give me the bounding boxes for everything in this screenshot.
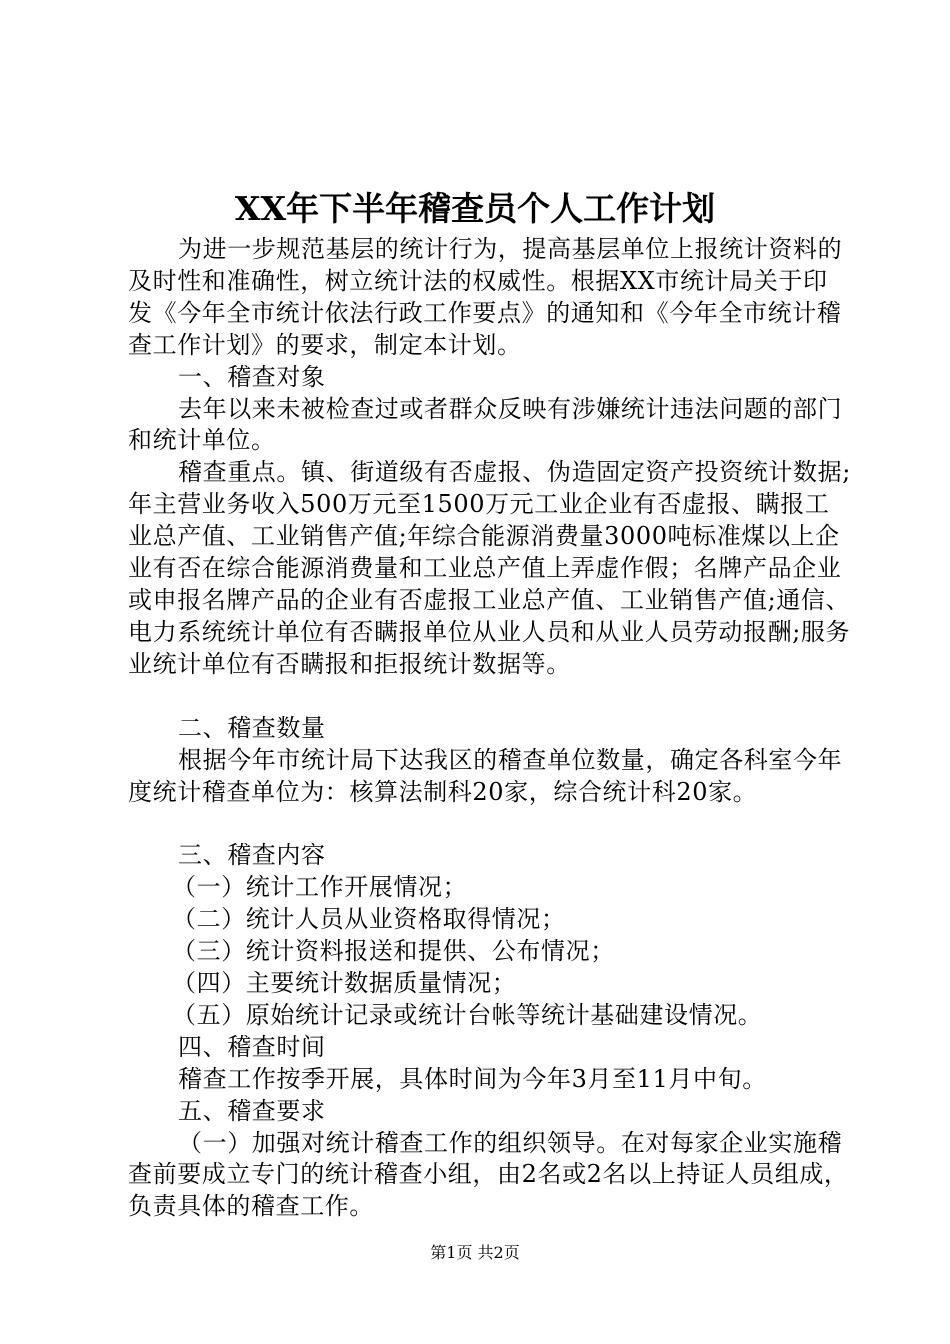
section-5-paragraph: （一）加强对统计稽查工作的组织领导。在对每家企业实施稽查前要成立专门的统计稽查小组，由2名或2名以上持证人员组成，负责具体的稽查工作。 <box>128 1128 849 1221</box>
section-1-paragraph-2: 稽查重点。镇、街道级有否虚报、伪造固定资产投资统计数据;年主营业务收入500万元至1500万元工业企业有否虚报、瞒报工业总产值、工业销售产值;年综合能源消费量3000吨标准煤以上企业有否在综合能源消费量和工业总产值上弄虚作假；名牌产品企业或申报名牌产品的企业有否虚报工业总产值、工业销售产值;通信、电力系统统计单位有否瞒报单位从业人员和从业人员劳动报酬;服务业统计单位有否瞒报和拒报统计数据等。 <box>128 458 851 678</box>
section-5-heading: 五、稽查要求 <box>178 1096 326 1125</box>
document-title: XX年下半年稽查员个人工作计划 <box>234 189 716 228</box>
intro-paragraph: 为进一步规范基层的统计行为，提高基层单位上报统计资料的及时性和准确性，树立统计法的权威性。根据XX市统计局关于印发《今年全市统计依法行政工作要点》的通知和《今年全市统计稽查工作计划》的要求，制定本计划。 <box>128 235 843 359</box>
section-3-item-4: （四）主要统计数据质量情况； <box>172 969 517 998</box>
section-3-item-3: （三）统计资料报送和提供、公布情况； <box>172 937 615 966</box>
section-3-item-5: （五）原始统计记录或统计台帐等统计基础建设情况。 <box>172 1000 763 1029</box>
document-body <box>128 234 852 1223</box>
section-3-heading: 三、稽查内容 <box>178 841 326 870</box>
section-3-item-2: （二）统计人员从业资格取得情况； <box>172 905 566 934</box>
section-2-paragraph: 根据今年市统计局下达我区的稽查单位数量，确定各科室今年度统计稽查单位为：核算法制科20家，综合统计科20家。 <box>128 745 843 806</box>
section-3-item-1: （一）统计工作开展情况； <box>172 873 468 902</box>
section-4-paragraph: 稽查工作按季开展，具体时间为今年3月至11月中旬。 <box>178 1064 767 1093</box>
section-4-heading: 四、稽查时间 <box>178 1032 326 1061</box>
section-1-paragraph-1: 去年以来未被检查过或者群众反映有涉嫌统计违法问题的部门和统计单位。 <box>128 394 843 455</box>
section-2-heading: 二、稽查数量 <box>178 713 326 742</box>
section-1-heading: 一、稽查对象 <box>178 362 326 391</box>
spacer <box>128 681 852 713</box>
spacer <box>128 808 852 840</box>
page-number-footer: 第1页 共2页 <box>430 1243 520 1262</box>
